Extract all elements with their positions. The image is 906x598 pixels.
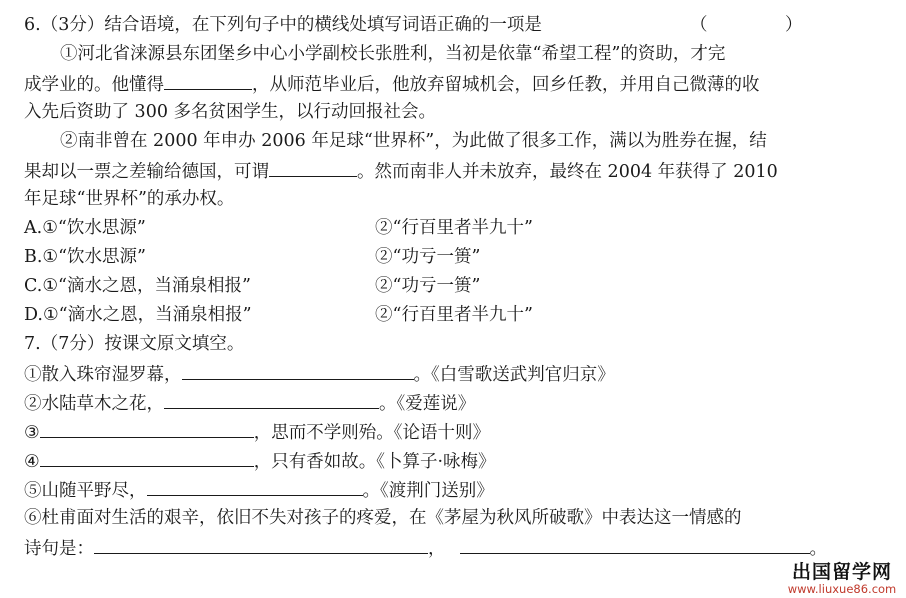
q6-passage1-line2-b: ，从师范毕业后，他放弃留城机会，回乡任教，并用自己微薄的收 — [252, 75, 760, 95]
q7-line6: ⑥杜甫面对生活的艰辛，依旧不失对孩子的疼爱，在《茅屋为秋风所破歌》中表达这一情感的 — [24, 508, 742, 528]
q7-line5-b: 。《渡荆门送别》 — [362, 481, 494, 501]
fill-blank-9[interactable] — [460, 536, 810, 554]
q7-stem: 7.（7分）按课文原文填空。 — [24, 334, 245, 354]
q6-passage2-line3: 年足球“世界杯”的承办权。 — [24, 189, 235, 209]
q7-line7 — [24, 536, 827, 560]
q7-line3-b: ，思而不学则殆。《论语十则》 — [253, 423, 490, 443]
option-b-part1[interactable]: B.①“饮水思源” — [24, 247, 147, 267]
q7-line5-a: ⑤山随平野尽， — [24, 481, 147, 501]
q7-line1-b: 。《白雪歌送武判官归京》 — [413, 365, 615, 385]
answer-paren-right: ） — [785, 15, 803, 35]
option-d-part1[interactable]: D.①“滴水之恩，当涌泉相报” — [24, 305, 252, 325]
fill-blank-5[interactable] — [40, 420, 254, 438]
q7-line2-a: ②水陆草木之花， — [24, 394, 164, 414]
watermark-logo — [782, 561, 902, 596]
watermark-text: 出国留学网 — [791, 561, 892, 583]
watermark-url: www.liuxue86.com — [787, 582, 897, 596]
q6-stem: 6.（3分）结合语境，在下列句子中的横线处填写词语正确的一项是 — [24, 15, 542, 35]
answer-paren-left: （ — [690, 15, 708, 35]
q7-line1 — [24, 362, 615, 386]
q7-line2 — [24, 391, 475, 415]
fill-blank-2[interactable] — [269, 159, 357, 177]
q6-passage2-line2-b: 。然而南非人并未放弃，最终在 2004 年获得了 2010 — [357, 162, 778, 182]
q6-passage2-line1: ②南非曾在 2000 年申办 2006 年足球“世界杯”，为此做了很多工作，满以为胜券在握，结 — [60, 131, 767, 151]
fill-blank-8[interactable] — [94, 536, 428, 554]
q7-line7-b: ， — [428, 539, 446, 559]
fill-blank-4[interactable] — [164, 391, 379, 409]
q7-line2-b: 。《爱莲说》 — [379, 394, 476, 414]
q6-passage1-line3: 入先后资助了 300 多名贫困学生，以行动回报社会。 — [24, 102, 437, 122]
q7-line3 — [24, 420, 490, 444]
option-a-part1[interactable]: A.①“饮水思源” — [24, 218, 146, 238]
fill-blank-7[interactable] — [147, 478, 363, 496]
q7-line4-b: ，只有香如故。《卜算子·咏梅》 — [253, 452, 496, 472]
option-b-part2: ②“功亏一篑” — [375, 247, 481, 267]
q6-passage1-line1: ①河北省涞源县东团堡乡中心小学副校长张胜利，当初是依靠“希望工程”的资助，才完 — [60, 44, 726, 64]
q7-line4 — [24, 449, 496, 473]
q6-passage2-line2-a: 果却以一票之差输给德国，可谓 — [24, 162, 269, 182]
q7-line4-a: ④ — [24, 452, 40, 472]
option-c-part1[interactable]: C.①“滴水之恩，当涌泉相报” — [24, 276, 251, 296]
option-c-part2: ②“功亏一篑” — [375, 276, 481, 296]
q7-line1-a: ①散入珠帘湿罗幕， — [24, 365, 182, 385]
fill-blank-3[interactable] — [182, 362, 414, 380]
option-d-part2: ②“行百里者半九十” — [375, 305, 533, 325]
option-a-part2: ②“行百里者半九十” — [375, 218, 533, 238]
q6-passage2-line2 — [24, 159, 778, 183]
q6-passage1-line2-a: 成学业的。他懂得 — [24, 75, 164, 95]
fill-blank-6[interactable] — [40, 449, 254, 467]
q7-line5 — [24, 478, 494, 502]
q7-line7-a: 诗句是： — [24, 539, 94, 559]
fill-blank-1[interactable] — [164, 72, 252, 90]
q6-passage1-line2 — [24, 72, 760, 96]
q7-line3-a: ③ — [24, 423, 40, 443]
q7-line7-c: 。 — [809, 539, 827, 559]
